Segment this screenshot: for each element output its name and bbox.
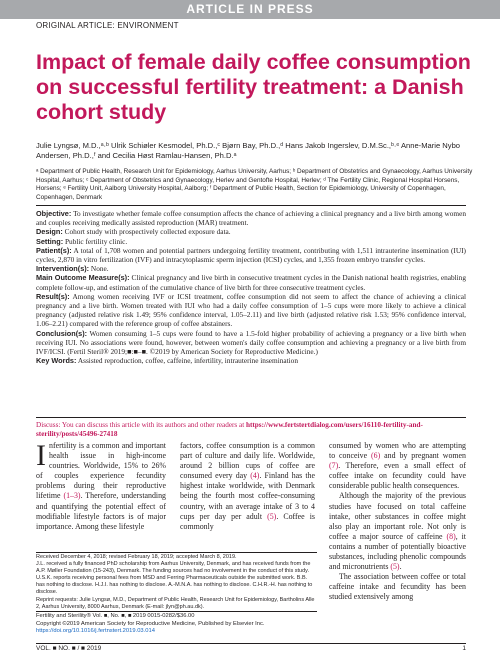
publication-info: [36, 613, 317, 636]
discussion-note: Discuss: You can discuss this article with its authors and other readers at https://www.fertstertdialog.com/users/16110-fertility-and-sterility/posts/45496-27418: [36, 421, 423, 439]
article-title: Impact of female daily coffee consumption on successful fertility treatment: a Danish cohort study: [36, 50, 471, 124]
abstract-conclusions: Conclusion(s): Women consuming 1–5 cups were found to have a 1.5-fold higher probability of achieving a pregnancy or a live birth when receiving IUI. No associations were found, however, between women's daily coffee consumption and achieving a pregnancy or a live birth from IVF/ICSI. (Fertil Steril® 2019;■:■–■. ©2019 by American Society for Reproductive Medicine.): [36, 328, 466, 357]
body-column-1: Infertility is a common and important health issue in high-income countries. Worldwide, 15% to 26% of couples experience fecundity problems during their reproductive lifetime (1–3). Therefore, understanding and quantifying the potential effect of modifiable lifestyle factors is of major importance. Among these lifestyle: [36, 439, 167, 531]
citation-link[interactable]: (8): [446, 531, 456, 541]
copyright-line: Copyright ©2019 American Society for Reproductive Medicine, Published by Elsevier Inc.: [36, 620, 265, 627]
article-in-press-banner: ARTICLE IN PRESS: [0, 0, 500, 19]
footnotes: [36, 554, 317, 611]
abstract-patients: Patient(s): A total of 1,708 women and potential partners undergoing fertility treatment, contributing with 1,511 intrauterine insemination (IUI) cycles, 2,870 in vitro fertilization (IVF) and intracytoplasmic sperm injection (ICSI) cycles, and 1,355 frozen embryo transfer cycles.: [36, 245, 466, 265]
page-number: 1: [462, 645, 466, 652]
citation-link[interactable]: (1–3): [63, 491, 81, 501]
received-dates: Received December 4, 2018; revised February 18, 2019; accepted March 8, 2019.: [36, 554, 237, 560]
abstract-interventions: Intervention(s): None.: [36, 264, 109, 274]
publication-rule: [36, 611, 317, 612]
abstract-setting: Setting: Public fertility clinic.: [36, 236, 128, 246]
body-column-3: consumed by women who are attempting to conceive (6) and by pregnant women (7). Therefore, even a small effect of coffee intake on fecundity could have considerable public health consequences. Although the majority of the previous studies have focused on total caffeine intake, other substances in coffee might also play an important role. Not only is coffee a major source of caffeine (8), it contains a number of potentially bioactive substances, including phenolic compounds and micronutrients (5). The association between coffee or total caffeine intake and fecundity has been studied extensively among: [329, 441, 466, 602]
body-column-2: factors, coffee consumption is a common part of culture and daily life. Worldwide, around 2 billion cups of coffee are consumed every day (4). Finland has the highest intake worldwide, with Denmark being the fourth most coffee-consuming country, with an average intake of 3 to 4 cups per day per adult (5). Coffee is commonly: [180, 441, 315, 531]
abstract-main-outcome: Main Outcome Measure(s): Clinical pregnancy and live birth in consecutive treatment cycles in the Danish national health registries, enabling complete follow-up, and estimation of the cumulative chance of live birth for three consecutive treatment cycles.: [36, 273, 466, 292]
affiliations: ᵃ Department of Public Health, Research Unit for Epidemiology, Aarhus University, Aarhus; ᵇ Department of Obstetrics and Gynaecology, Aarhus University Hospital, Aarhus; ᶜ Department of Obstetrics and Gynaecology, Herlev and Gentofte Hospital, Herlev; ᵈ The Fertility Clinic, Regional Hospital Horsens, Horsens; ᵉ Fertility Unit, Aalborg University Hospital, Aalborg; ᶠ Department of Public Health, Section for Epidemiology, University of Copenhagen, Copenhagen, Denmark: [36, 168, 473, 201]
journal-line: Fertility and Sterility® Vol. ■, No. ■, ■ 2019 0015-0282/$36.00: [36, 613, 195, 619]
reprint-requests: Reprint requests: Julie Lyngsø, M.D., Department of Public Health, Research Unit for Epidemiology, Bartholins Alle 2, Aarhus University, 8000 Aarhus, Denmark (E-mail: jlyn@ph.au.dk).: [36, 596, 315, 610]
section-kicker: ORIGINAL ARTICLE: ENVIRONMENT: [36, 21, 179, 30]
doi-link[interactable]: https://doi.org/10.1016/j.fertnstert.2019.03.014: [36, 628, 155, 635]
discussion-link[interactable]: https://www.fertstertdialog.com/users/16110-fertility-and-sterility/posts/45496-27418: [36, 421, 423, 439]
abstract-results: Result(s): Among women receiving IVF or ICSI treatment, coffee consumption did not seem to affect the chance of achieving a clinical pregnancy and a live birth. Women treated with IUI who had a daily coffee consumption of 1–5 cups were more likely to achieve a clinical pregnancy (adjusted relative risk 1.49; 95% confidence interval, 1.05–2.11) and live birth (adjusted relative risk 1.53; 95% confidence interval, 1.06–2.21) compared with the reference group of coffee abstainers.: [36, 291, 466, 329]
funding-disclosure: J.L. received a fully financed PhD scholarship from Aarhus University, Denmark, and has received funds from the A.P. Møller Foundation (15-243), Denmark. The funding sources had no involvement in the conduct of this study. U.S.K. reports receiving personal fees from MSD and Ferring Pharmaceuticals outside the submitted work. B.B. has nothing to disclose. H.J.I. has nothing to disclose. A.-M.N.A. has nothing to disclose. C.H.R.-H. has nothing to disclose.: [36, 561, 313, 596]
abstract-bottom-rule: [36, 417, 466, 418]
citation-link[interactable]: (5): [267, 511, 277, 521]
citation-link[interactable]: (5): [390, 562, 400, 572]
abstract-objective: Objective: To investigate whether female coffee consumption affects the chance of achieving a clinical pregnancy and a live birth among women and couples receiving medically assisted reproduction (MAR) treatment.: [36, 209, 466, 228]
footer-rule: [36, 643, 466, 644]
abstract-design: Design: Cohort study with prospectively collected exposure data.: [36, 227, 231, 237]
page-footer: [36, 645, 466, 656]
citation-link[interactable]: (4): [250, 471, 260, 481]
abstract-keywords: Key Words: Assisted reproduction, coffee, caffeine, infertility, intrauterine insemination: [36, 356, 298, 366]
footnote-rule: [36, 552, 317, 553]
drop-cap: I: [36, 439, 46, 472]
citation-link[interactable]: (6): [371, 451, 381, 461]
abstract: [36, 209, 466, 365]
abstract-top-rule: [36, 205, 466, 206]
citation-link[interactable]: (7): [329, 461, 339, 471]
author-list: Julie Lyngsø, M.D.,ᵃ·ᵇ Ulrik Schiøler Kesmodel, Ph.D.,ᶜ Bjørn Bay, Ph.D.,ᵈ Hans Jakob Ingerslev, D.M.Sc.,ᵇ·ᵉ Anne-Marie Nybo Andersen, Ph.D.,ᶠ and Cecilia Høst Ramlau-Hansen, Ph.D.ᵃ: [36, 141, 461, 160]
volume-info: VOL. ■ NO. ■ / ■ 2019: [36, 645, 102, 652]
